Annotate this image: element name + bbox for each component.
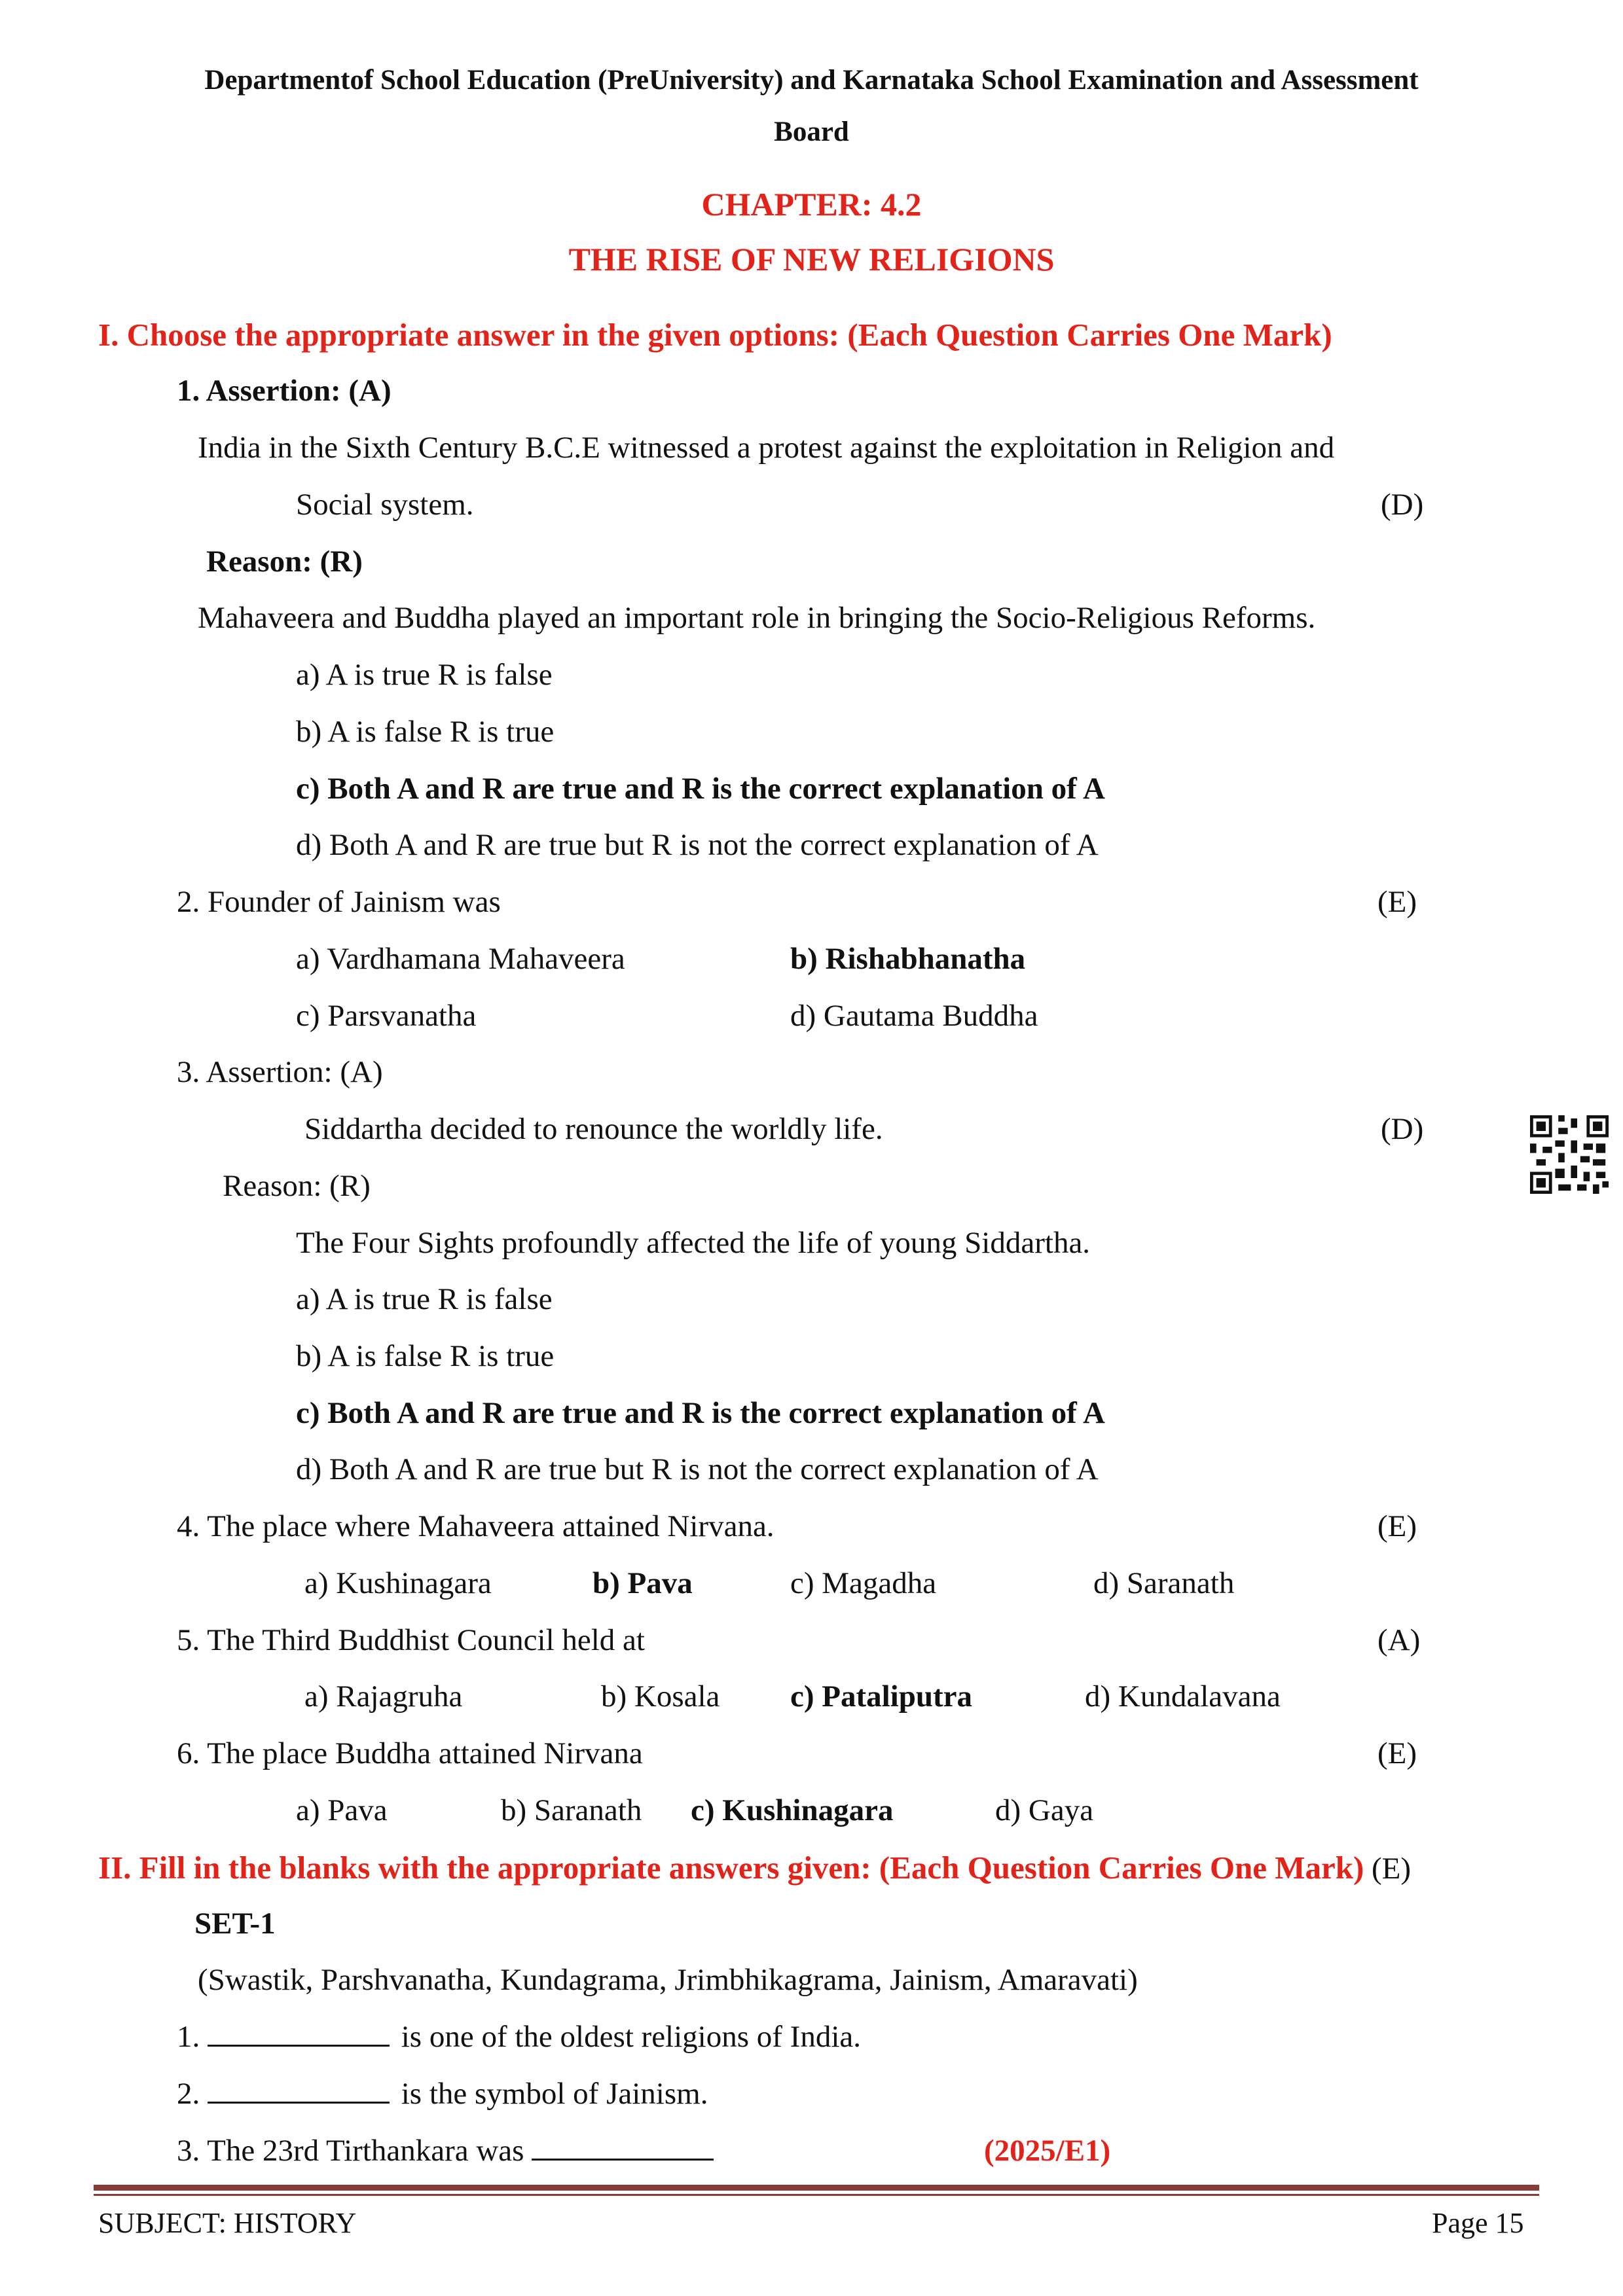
section-2-heading-text: . Fill in the blanks with the appropriate answers given: (Each Question Carries One Mark) bbox=[123, 1850, 1364, 1886]
q3-option-d: d) Both A and R are true but R is not the correct explanation of A bbox=[296, 1452, 1099, 1486]
q1-reason-label: Reason: (R) bbox=[206, 545, 363, 579]
q4-option-d: d) Saranath bbox=[1093, 1566, 1235, 1600]
q3-label: 3. Assertion: (A) bbox=[177, 1055, 383, 1089]
header-line-2: Board bbox=[774, 117, 849, 147]
fill-item-1-text: is one of the oldest religions of India. bbox=[393, 2020, 861, 2054]
q1-text-line2: Social system. bbox=[296, 488, 474, 522]
fill-item-2 bbox=[177, 2079, 708, 2109]
q5-text: 5. The Third Buddhist Council held at bbox=[177, 1623, 645, 1657]
header-line-1: Departmentof School Education (PreUniversity) and Karnataka School Examination and Assessment bbox=[204, 65, 1419, 96]
q1-tag: (D) bbox=[1381, 488, 1424, 522]
q4-option-b-answer: b) Pava bbox=[593, 1566, 693, 1600]
q1-option-c-answer: c) Both A and R are true and R is the correct explanation of A bbox=[296, 772, 1105, 806]
q6-text: 6. The place Buddha attained Nirvana bbox=[177, 1736, 643, 1770]
answer-blank[interactable] bbox=[532, 2159, 714, 2161]
q2-option-a: a) Vardhamana Mahaveera bbox=[296, 942, 625, 976]
q6-option-b: b) Saranath bbox=[501, 1793, 642, 1827]
fill-item-3-year: (2025/E1) bbox=[984, 2134, 1111, 2168]
chapter-number: CHAPTER: 4.2 bbox=[701, 186, 922, 223]
q3-option-a: a) A is true R is false bbox=[296, 1282, 553, 1316]
footer-subject: SUBJECT: HISTORY bbox=[98, 2207, 357, 2239]
q6-tag: (E) bbox=[1377, 1736, 1417, 1770]
fill-item-3-text: The 23rd Tirthankara was bbox=[207, 2134, 532, 2168]
q3-text: Siddartha decided to renounce the worldly life. bbox=[304, 1112, 883, 1146]
q2-option-c: c) Parsvanatha bbox=[296, 999, 477, 1033]
fill-item-3 bbox=[177, 2136, 718, 2166]
q5-option-a: a) Rajagruha bbox=[304, 1679, 463, 1713]
footer-page-number: Page 15 bbox=[1432, 2207, 1524, 2239]
q1-option-b: b) A is false R is true bbox=[296, 715, 555, 749]
q6-option-d: d) Gaya bbox=[995, 1793, 1094, 1827]
chapter-title: THE RISE OF NEW RELIGIONS bbox=[568, 241, 1055, 278]
section-2-tag: (E) bbox=[1372, 1852, 1412, 1886]
q4-text: 4. The place where Mahaveera attained Nirvana. bbox=[177, 1509, 775, 1543]
q1-label: 1. Assertion: (A) bbox=[177, 374, 392, 408]
q5-option-c-answer: c) Pataliputra bbox=[790, 1679, 973, 1713]
q1-option-d: d) Both A and R are true but R is not the correct explanation of A bbox=[296, 828, 1099, 862]
q4-option-c: c) Magadha bbox=[790, 1566, 937, 1600]
q5-option-d: d) Kundalavana bbox=[1085, 1679, 1281, 1713]
q4-option-a: a) Kushinagara bbox=[304, 1566, 492, 1600]
q2-option-d: d) Gautama Buddha bbox=[790, 999, 1038, 1033]
fill-item-2-text: is the symbol of Jainism. bbox=[393, 2077, 708, 2111]
q1-reason: Mahaveera and Buddha played an important role in bringing the Socio-Religious Reforms. bbox=[198, 601, 1316, 635]
q2-text: 2. Founder of Jainism was bbox=[177, 885, 501, 919]
set-1-label: SET-1 bbox=[194, 1907, 276, 1941]
q4-tag: (E) bbox=[1377, 1509, 1417, 1543]
q5-option-b: b) Kosala bbox=[601, 1679, 720, 1713]
qr-code-icon bbox=[1530, 1115, 1609, 1194]
section-2-heading bbox=[98, 1852, 1411, 1884]
q6-option-a: a) Pava bbox=[296, 1793, 388, 1827]
q1-text-line1: India in the Sixth Century B.C.E witnessed a protest against the exploitation in Religion and bbox=[198, 431, 1335, 465]
fill-item-3-num: 3. bbox=[177, 2134, 200, 2168]
word-bank: (Swastik, Parshvanatha, Kundagrama, Jrimbhikagrama, Jainism, Amaravati) bbox=[198, 1963, 1138, 1997]
answer-blank[interactable] bbox=[208, 2102, 390, 2104]
section-1-heading: I. Choose the appropriate answer in the given options: (Each Question Carries One Mark) bbox=[98, 317, 1332, 353]
q6-option-c-answer: c) Kushinagara bbox=[691, 1793, 894, 1827]
footer-rule-thin bbox=[94, 2194, 1539, 2196]
q3-tag: (D) bbox=[1381, 1112, 1424, 1146]
q2-tag: (E) bbox=[1377, 885, 1417, 919]
q3-option-c-answer: c) Both A and R are true and R is the correct explanation of A bbox=[296, 1396, 1105, 1430]
fill-item-1 bbox=[177, 2022, 861, 2053]
fill-item-1-num: 1. bbox=[177, 2020, 200, 2054]
q5-tag: (A) bbox=[1377, 1623, 1421, 1657]
q3-option-b: b) A is false R is true bbox=[296, 1339, 555, 1373]
q1-option-a: a) A is true R is false bbox=[296, 658, 553, 692]
q2-option-b-answer: b) Rishabhanatha bbox=[790, 942, 1026, 976]
section-2-numeral: II bbox=[98, 1850, 124, 1886]
fill-item-2-num: 2. bbox=[177, 2077, 200, 2111]
footer-rule-thick bbox=[94, 2185, 1539, 2191]
q3-reason: The Four Sights profoundly affected the life of young Siddartha. bbox=[296, 1226, 1091, 1260]
answer-blank[interactable] bbox=[208, 2045, 390, 2047]
q3-reason-label: Reason: (R) bbox=[223, 1169, 371, 1203]
